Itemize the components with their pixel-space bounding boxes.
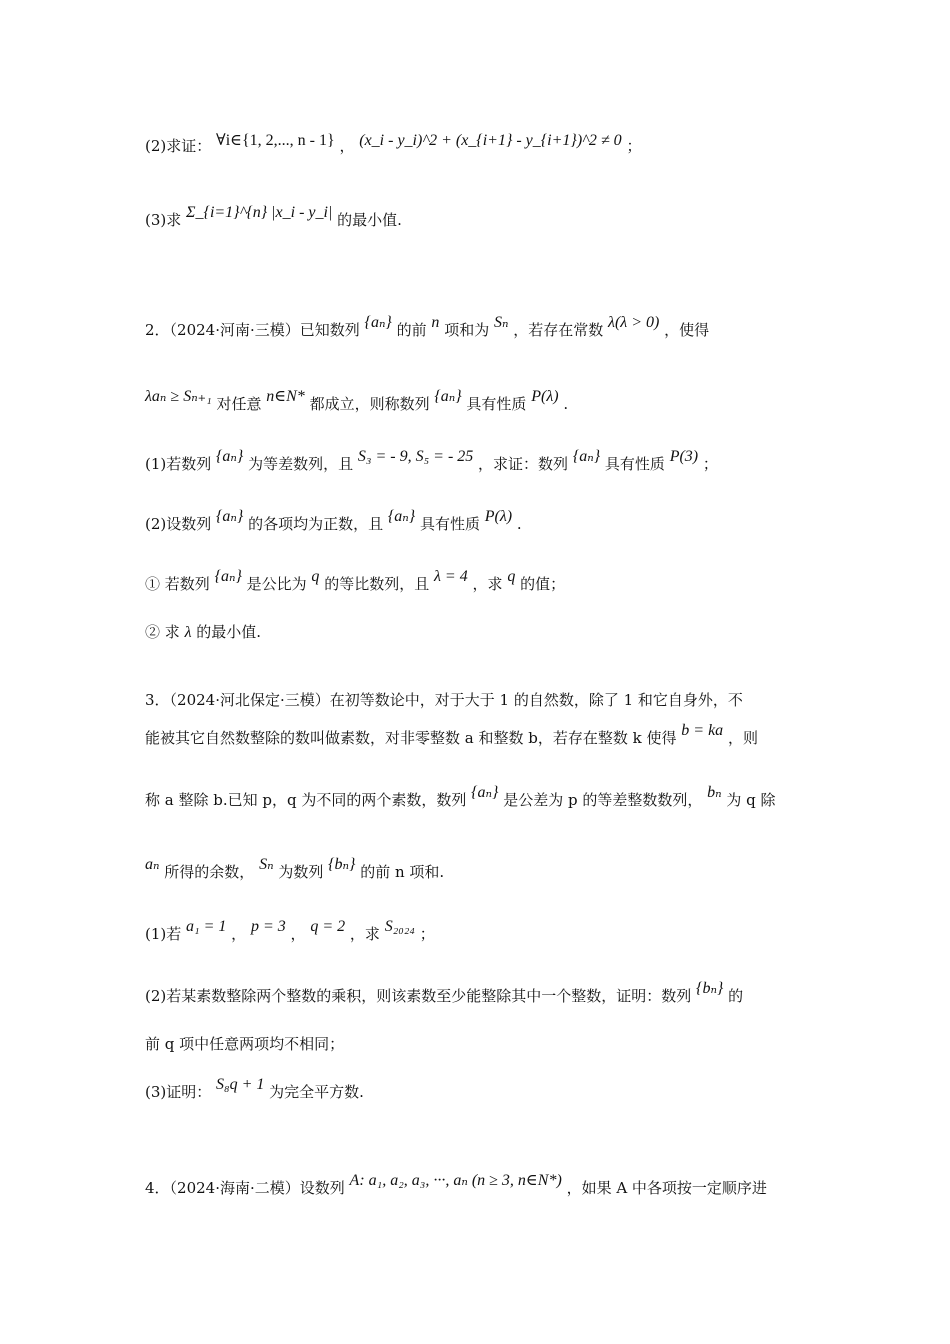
q2-sub1: ① 若数列 {aₙ} 是公比为 q 的等比数列，且 λ = 4 ，求 q 的值； [145,568,566,593]
q2-part2: (2)设数列 {aₙ} 的各项均为正数，且 {aₙ} 具有性质 P(λ) . [145,508,522,533]
q2-part1: (1)若数列 {aₙ} 为等差数列，且 S₃ = - 9, S₅ = - 25 ，求证：数列 {aₙ} 具有性质 P(3) ； [145,448,718,473]
q3-part3: (3)证明： S₈q + 1 为完全平方数. [145,1076,364,1101]
q3-part2: (2)若某素数整除两个整数的乘积，则该素数至少能整除其中一个整数，证明：数列 {bₙ} 的 [145,980,744,1005]
math-square-sum: (x_i - y_i)^2 + (x_{i+1} - y_{i+1})^2 ≠ 0 [359,132,622,149]
math-forall: ∀i∈{1, 2,..., n - 1} [216,132,335,149]
q3-part2-cont: 前 q 项中任意两项均不相同； [145,1035,345,1053]
q3-line4: aₙ 所得的余数， Sₙ 为数列 {bₙ} 的前 n 项和. [145,856,445,881]
q3-line3: 称 a 整除 b.已知 p，q 为不同的两个素数，数列 {aₙ} 是公差为 p 的等差整数数列， bₙ 为 q 除 [145,784,776,809]
q4-line1: 4．（2024·海南·二模）设数列 A: a₁, a₂, a₃, ···, aₙ (n ≥ 3, n∈N*) ，如果 A 中各项按一定顺序进 [145,1172,767,1197]
q1-part3: (3)求 Σ_{i=1}^{n} |x_i - y_i| 的最小值. [145,204,402,229]
q2-line1: 2．（2024·河南·三模）已知数列 {aₙ} 的前 n 项和为 Sₙ ，若存在常数 λ(λ > 0) ，使得 [145,314,710,339]
q1-part2: (2)求证： ∀i∈{1, 2,..., n - 1} ， (x_i - y_i)^2 + (x_{i+1} - y_{i+1})^2 ≠ 0 ； [145,132,642,155]
math-sum-abs: Σ_{i=1}^{n} |x_i - y_i| [186,204,333,221]
q2-line2: λaₙ ≥ Sₙ₊₁ 对任意 n∈N* 都成立，则称数列 {aₙ} 具有性质 P(λ) . [145,388,569,413]
q2-sub2: ② 求 λ 的最小值. [145,623,262,641]
q3-line1: 3．（2024·河北保定·三模）在初等数论中，对于大于 1 的自然数，除了 1 和它自身外，不 [145,691,743,709]
q3-part1: (1)若 a₁ = 1 ， p = 3 ， q = 2 ，求 S₂₀₂₄ ； [145,918,435,943]
q3-line2: 能被其它自然数整除的数叫做素数，对非零整数 a 和整数 b，若存在整数 k 使得 b = ka ，则 [145,722,758,747]
